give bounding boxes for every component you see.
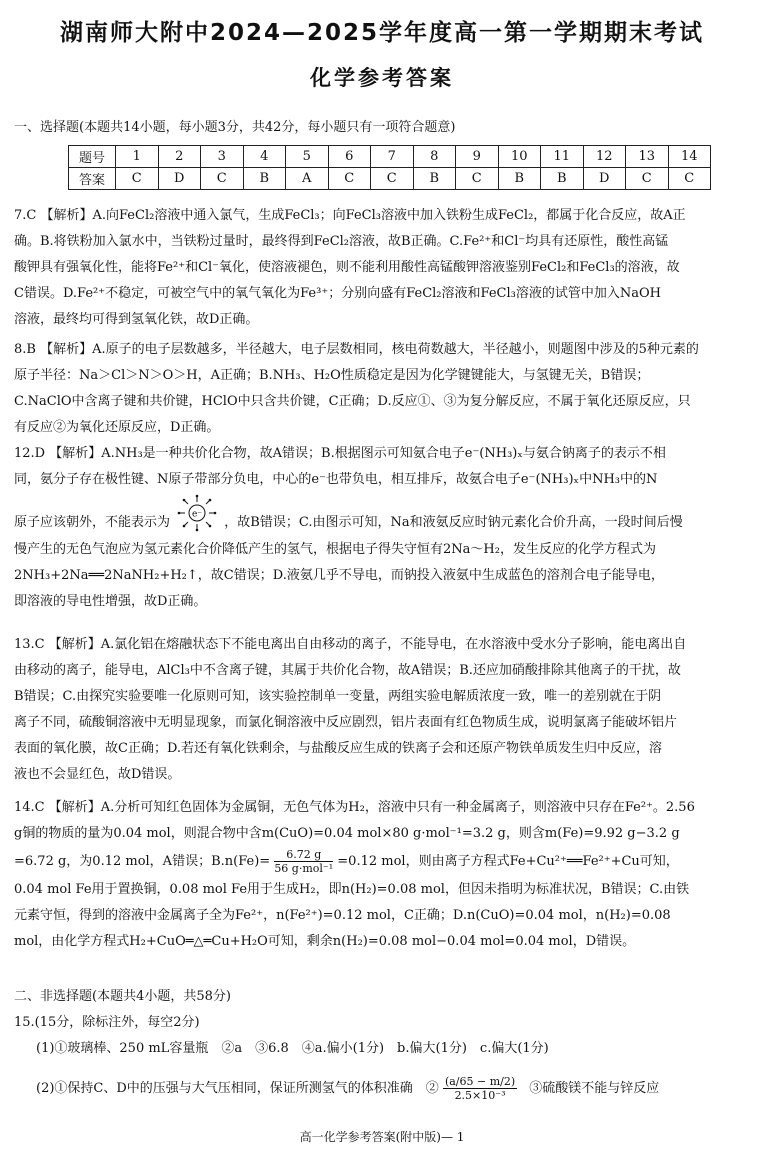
text-line: g铜的物质的量为0.04 mol，则混合物中含m(CuO)=0.04 mol×80 g·mol⁻¹=3.2 g，则含m(Fe)=9.92 g−3.2 g xyxy=(14,826,680,841)
text-fragment: =6.72 g，为0.12 mol，A错误；B.n(Fe)= xyxy=(14,854,271,869)
fraction-numerator: (a/65 − m/2) xyxy=(444,1075,516,1088)
text-line: 2NH₃+2Na══2NaNH₂+H₂↑，故C错误；D.液氨几乎不导电，而钠投入液氨中生成蓝色的溶剂合电子能导电， xyxy=(14,568,664,583)
q15-part1: (1)①玻璃棒、250 mL容量瓶 ②a ③6.8 ④a.偏小(1分) b.偏大(1分) c.偏大(1分) xyxy=(36,1041,549,1056)
text-line: 7.C 【解析】A.向FeCl₂溶液中通入氯气，生成FeCl₃；向FeCl₃溶液中加入铁粉生成FeCl₂，都属于化合反应，故A正 xyxy=(14,208,686,223)
text-line: 液也不会显红色，故D错误。 xyxy=(14,767,181,782)
text-line: mol，由化学方程式H₂+CuO═△═Cu+H₂O可知，剩余n(H₂)=0.08 mol−0.04 mol=0.04 mol，D错误。 xyxy=(14,934,636,949)
explanation-q14 xyxy=(14,795,750,955)
text-fragment: 原子应该朝外，不能表示为 xyxy=(14,515,171,530)
row-label-answer: 答案 xyxy=(69,168,116,190)
table-cell: 8 xyxy=(413,146,456,168)
table-cell: 2 xyxy=(158,146,201,168)
text-line: 有反应②为氧化还原反应，D正确。 xyxy=(14,420,220,435)
document-title: 湖南师大附中2024—2025学年度高一第一学期期末考试 xyxy=(59,20,705,46)
table-cell: 5 xyxy=(286,146,329,168)
explanation-q13 xyxy=(14,632,750,788)
text-line-with-fraction xyxy=(14,847,750,877)
row-label-number: 题号 xyxy=(69,146,116,168)
text-line: 原子半径：Na＞Cl＞N＞O＞H，A正确；B.NH₃、H₂O性质稳定是因为化学键键能大，与氢键无关，B错误； xyxy=(14,368,650,383)
table-cell: 3 xyxy=(201,146,244,168)
table-cell: C xyxy=(668,168,711,190)
text-line: 确。B.将铁粉加入氯水中，当铁粉过量时，最终得到FeCl₂溶液，故B正确。C.Fe²⁺和Cl⁻均具有还原性，酸性高锰 xyxy=(14,234,669,249)
fraction-numerator: 6.72 g xyxy=(274,848,333,862)
table-cell: C xyxy=(456,168,499,190)
text-line: 慢产生的无色气泡应为氢元素化合价降低产生的氢气，根据电子得失守恒有2Na～H₂，发生反应的化学方程式为 xyxy=(14,542,656,557)
table-cell: B xyxy=(541,168,584,190)
text-line: 0.04 mol Fe用于置换铜，0.08 mol Fe用于生成H₂，即n(H₂)=0.08 mol，但因未指明为标准状况，B错误；C.由铁 xyxy=(14,882,690,897)
section2-heading: 二、非选择题(本题共4小题，共58分) xyxy=(14,989,231,1004)
text-line: 12.D 【解析】A.NH₃是一种共价化合物，故A错误；B.根据图示可知氨合电子e⁻(NH₃)ₓ与氨合钠离子的表示不相 xyxy=(14,446,666,461)
table-cell: 9 xyxy=(456,146,499,168)
text-line: 14.C 【解析】A.分析可知红色固体为金属铜，无色气体为H₂，溶液中只有一种金属离子，则溶液中只存在Fe²⁺。2.56 xyxy=(14,800,695,815)
table-row-answers xyxy=(69,168,711,190)
text-line: 离子不同，硫酸铜溶液中无明显现象，而氯化铜溶液中反应剧烈，铝片表面有红色物质生成，说明氯离子能破坏铝片 xyxy=(14,715,678,730)
table-cell: B xyxy=(498,168,541,190)
text-fragment: =0.12 mol，则由离子方程式Fe+Cu²⁺══Fe²⁺+Cu可知， xyxy=(337,854,679,869)
text-line: 13.C 【解析】A.氯化铝在熔融状态下不能电离出自由移动的离子，不能导电，在水溶液中受水分子影响，能电离出自 xyxy=(14,637,687,652)
page-footer: 高一化学参考答案(附中版)— 1 xyxy=(299,1130,465,1144)
text-line: B错误；C.由探究实验要唯一化原则可知，该实验控制单一变量，两组实验电解质浓度一致，唯一的差别就在于阴 xyxy=(14,689,662,704)
table-cell: 7 xyxy=(371,146,414,168)
section1-heading: 一、选择题(本题共14小题，每小题3分，共42分，每小题只有一项符合题意) xyxy=(14,120,456,135)
text-fragment: ，故B错误；C.由图示可知，Na和液氨反应时钠元素化合价升高，一段时间后慢 xyxy=(224,515,683,530)
table-cell: D xyxy=(158,168,201,190)
text-line-with-diagram xyxy=(14,493,750,537)
text-line: 溶液，最终均可得到氢氧化铁，故D正确。 xyxy=(14,312,259,327)
text-line: C.NaClO中含离子键和共价键，HClO中只含共价键，C正确；D.反应①、③为复分解反应，不属于氧化还原反应，只 xyxy=(14,394,691,409)
table-cell: 4 xyxy=(243,146,286,168)
table-cell: 14 xyxy=(668,146,711,168)
answer-table xyxy=(68,145,711,190)
table-cell: 11 xyxy=(541,146,584,168)
table-cell: D xyxy=(583,168,626,190)
explanation-q7 xyxy=(14,203,750,333)
svg-text:e⁻: e⁻ xyxy=(192,509,203,520)
table-cell: 10 xyxy=(498,146,541,168)
text-fragment: ③硫酸镁不能与锌反应 xyxy=(529,1081,660,1096)
explanation-q12 xyxy=(14,441,750,615)
table-cell: 6 xyxy=(328,146,371,168)
text-line: C错误。D.Fe²⁺不稳定，可被空气中的氧气氧化为Fe³⁺；分别向盛有FeCl₂溶液和FeCl₃溶液的试管中加入NaOH xyxy=(14,286,661,301)
explanation-q8 xyxy=(14,337,750,441)
text-line: 由移动的离子，能导电，AlCl₃中不含离子键，其属于共价化合物，故A错误；B.还应加硝酸排除其他离子的干扰，故 xyxy=(14,663,681,678)
table-cell: B xyxy=(243,168,286,190)
text-line: 8.B 【解析】A.原子的电子层数越多，半径越大，电子层数相同，核电荷数越大，半径越小，则题图中涉及的5种元素的 xyxy=(14,342,699,357)
text-line: 酸钾具有强氧化性，能将Fe²⁺和Cl⁻氧化，使溶液褪色，则不能利用酸性高锰酸钾溶液鉴别FeCl₂和FeCl₃的溶液，故 xyxy=(14,260,680,275)
table-cell: 1 xyxy=(116,146,159,168)
table-cell: C xyxy=(328,168,371,190)
q15-heading: 15.(15分，除标注外，每空2分) xyxy=(14,1015,200,1030)
text-line: 表面的氧化膜，故C正确；D.若还有氧化铁剩余，与盐酸反应生成的铁离子会和还原产物铁单质发生归中反应，溶 xyxy=(14,741,663,756)
table-cell: B xyxy=(413,168,456,190)
text-line: 元素守恒，得到的溶液中金属离子全为Fe²⁺，n(Fe²⁺)=0.12 mol，C正确；D.n(CuO)=0.04 mol，n(H₂)=0.08 xyxy=(14,908,671,923)
table-cell: A xyxy=(286,168,329,190)
table-cell: C xyxy=(371,168,414,190)
fraction-denominator: 56 g·mol⁻¹ xyxy=(274,862,334,875)
table-row-numbers xyxy=(69,146,711,168)
fraction xyxy=(443,1075,517,1102)
document-subtitle: 化学参考答案 xyxy=(310,66,454,90)
text-line: 即溶液的导电性增强，故D正确。 xyxy=(14,594,207,609)
fraction-denominator: 2.5×10⁻³ xyxy=(454,1089,506,1102)
text-line: 同，氨分子存在极性键、N原子带部分负电，中心的e⁻也带负电，相互排斥，故氨合电子e⁻(NH₃)ₓ中NH₃中的N xyxy=(14,472,658,487)
table-cell: C xyxy=(626,168,669,190)
table-cell: 12 xyxy=(583,146,626,168)
table-cell: C xyxy=(201,168,244,190)
fraction xyxy=(274,848,333,875)
table-cell: 13 xyxy=(626,146,669,168)
table-cell: C xyxy=(116,168,159,190)
q15-part2 xyxy=(36,1074,659,1104)
text-fragment: (2)①保持C、D中的压强与大气压相同，保证所测氢气的体积准确 ② xyxy=(36,1081,439,1096)
